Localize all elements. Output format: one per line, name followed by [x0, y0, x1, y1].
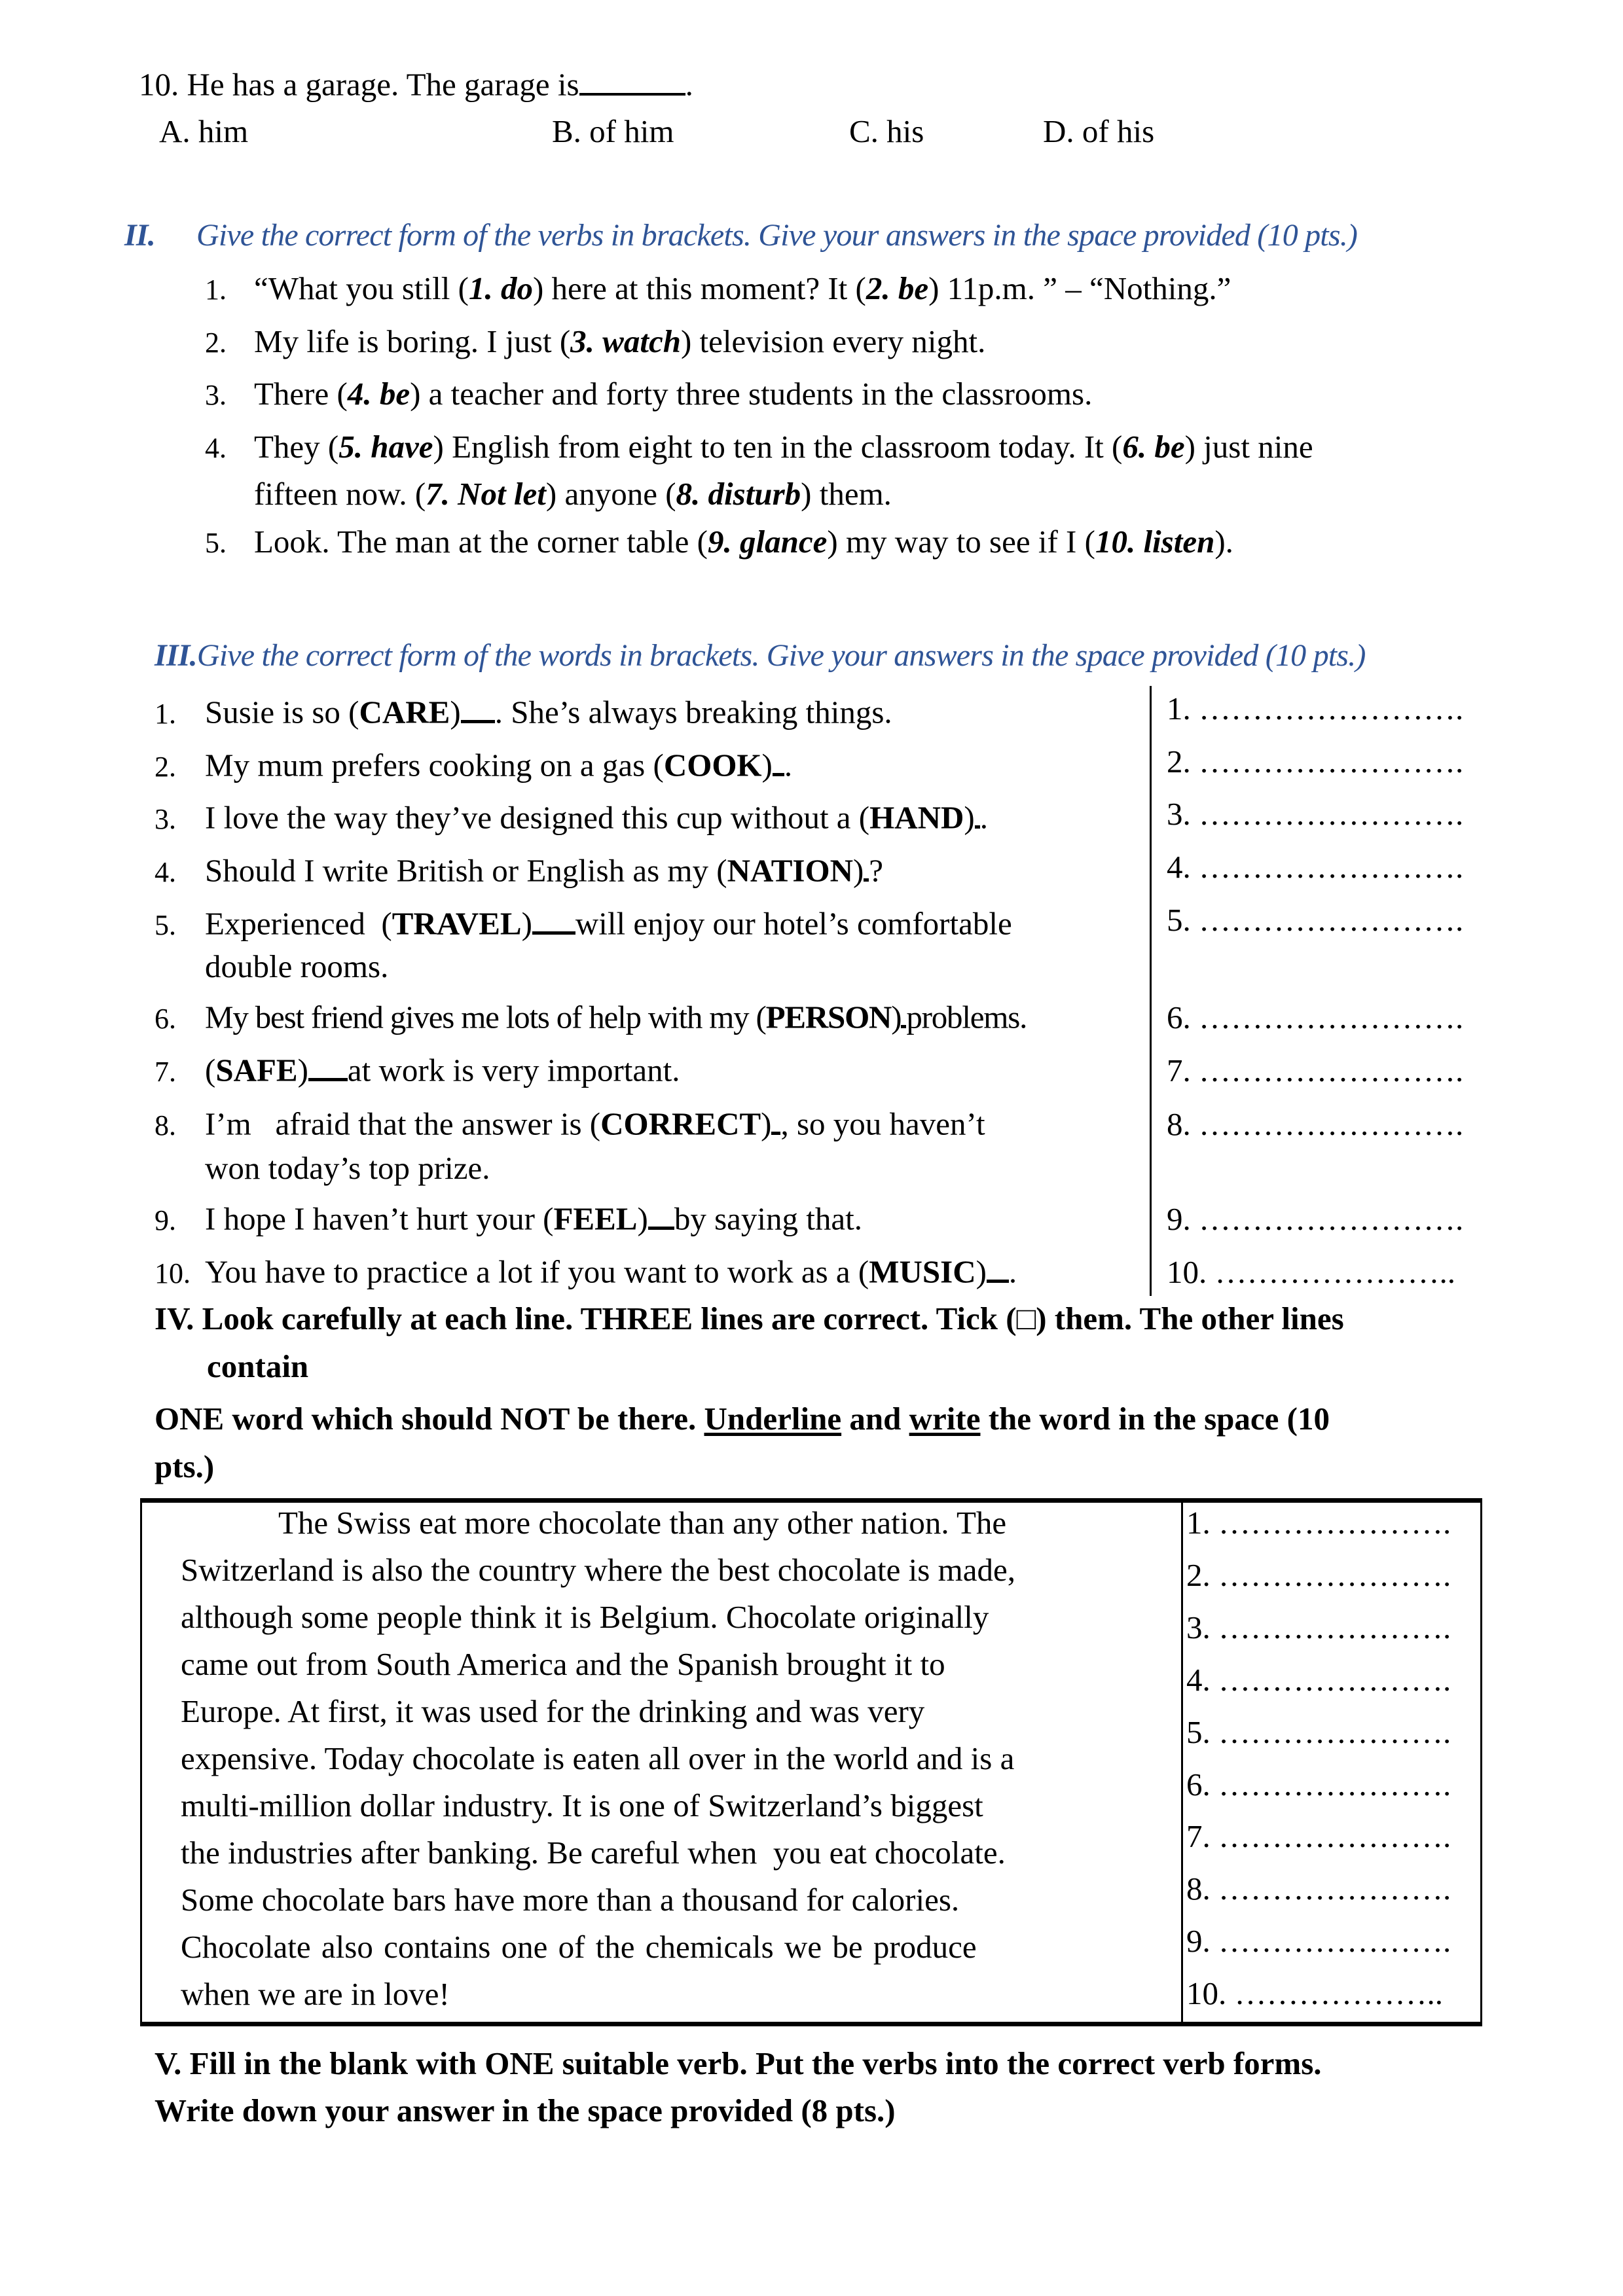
- passage-line-3[interactable]: although some people think it is Belgium. Chocolate originally: [181, 1599, 989, 1635]
- root-word: TRAVEL: [392, 905, 522, 942]
- section-instruction: Give the correct form of the words in brackets. Give your answers in the space provided (10 pts.): [196, 638, 1366, 673]
- answer-blank[interactable]: [308, 1050, 348, 1081]
- root-word: SAFE: [215, 1052, 298, 1088]
- section-iv-heading-line3: ONE word which should NOT be there. Underline and write the word in the space (10: [155, 1401, 1330, 1437]
- section-v-heading-line1: V. Fill in the blank with ONE suitable verb. Put the verbs into the correct verb forms.: [155, 2045, 1322, 2081]
- word-form-item-5: 5. Experienced (TRAVEL) will enjoy our hotel’s comfortable: [155, 904, 1012, 940]
- passage-line-2[interactable]: Switzerland is also the country where the best chocolate is made,: [181, 1552, 1015, 1588]
- answer-blank[interactable]: [771, 1104, 780, 1135]
- word-form-item-4: 4. Should I write British or English as my (NATION) ?: [155, 851, 883, 887]
- section-iv-heading-line4: pts.): [155, 1448, 215, 1484]
- verb-prompt: 10. listen: [1095, 524, 1215, 560]
- verb-prompt: 1. do: [468, 270, 533, 306]
- question-10: 10. He has a garage. The garage is .: [139, 66, 693, 103]
- verb-prompt: 9. glance: [708, 524, 828, 560]
- write-keyword: write: [909, 1401, 981, 1437]
- word-form-item-2: 2. My mum prefers cooking on a gas (COOK) .: [155, 745, 792, 781]
- box-answer-8[interactable]: 8. ………………….: [1186, 1871, 1451, 1907]
- question-number: 10.: [139, 66, 179, 103]
- answer-line-8[interactable]: 8. …………………….: [1167, 1106, 1464, 1142]
- root-word: COOK: [663, 747, 762, 783]
- passage-line-8[interactable]: the industries after banking. Be careful when you eat chocolate.: [181, 1835, 1006, 1871]
- word-form-item-10: 10. You have to practice a lot if you want to work as a (MUSIC) .: [155, 1252, 1017, 1288]
- answer-line-9[interactable]: 9. …………………….: [1167, 1201, 1464, 1237]
- passage-line-11[interactable]: when we are in love!: [181, 1976, 450, 2012]
- passage-line-4[interactable]: came out from South America and the Spanish brought it to: [181, 1646, 945, 1682]
- section-instruction: Give the correct form of the verbs in brackets. Give your answers in the space provided (10 pts.): [196, 218, 1358, 253]
- section-iv-heading-line2: contain: [207, 1348, 309, 1384]
- option-a[interactable]: A. him: [159, 113, 249, 149]
- section-iv-heading-line1: IV. Look carefully at each line. THREE lines are correct. Tick (□) them. The other lines: [155, 1300, 1344, 1336]
- root-word: HAND: [869, 799, 964, 836]
- box-column-divider: [1181, 1503, 1183, 2022]
- section-ii-heading: [124, 220, 1357, 251]
- word-form-item-3: 3. I love the way they’ve designed this cup without a (HAND) .: [155, 798, 988, 834]
- verb-item-1: 1. “What you still (1. do) here at this moment? It (2. be) 11p.m. ” – “Nothing.”: [205, 270, 1231, 306]
- box-answer-10[interactable]: 10. ………………..: [1186, 1975, 1443, 2011]
- section-numeral: II.: [124, 218, 155, 253]
- answer-line-3[interactable]: 3. …………………….: [1167, 796, 1464, 832]
- root-word: CARE: [359, 694, 450, 730]
- answer-blank[interactable]: [648, 1199, 674, 1230]
- verb-item-4-continuation: fifteen now. (7. Not let) anyone (8. disturb) them.: [254, 476, 892, 512]
- verb-item-5: 5. Look. The man at the corner table (9. glance) my way to see if I (10. listen).: [205, 524, 1233, 560]
- root-word: NATION: [727, 852, 853, 889]
- box-answer-2[interactable]: 2. ………………….: [1186, 1557, 1451, 1593]
- box-answer-7[interactable]: 7. ………………….: [1186, 1818, 1451, 1854]
- word-form-item-8: 8. I’m afraid that the answer is (CORRECT) , so you haven’t: [155, 1104, 985, 1140]
- word-form-item-7: 7. (SAFE) at work is very important.: [155, 1050, 680, 1086]
- box-answer-5[interactable]: 5. ………………….: [1186, 1714, 1451, 1750]
- word-form-item-8-continuation: won today’s top prize.: [205, 1150, 490, 1186]
- answer-line-5[interactable]: 5. …………………….: [1167, 902, 1464, 938]
- passage-line-10[interactable]: Chocolate also contains one of the chemicals we be produce: [181, 1929, 977, 1965]
- section-numeral: III.: [155, 638, 197, 673]
- underline-keyword: Underline: [704, 1401, 842, 1437]
- verb-prompt: 8. disturb: [676, 476, 801, 512]
- box-answer-3[interactable]: 3. ………………….: [1186, 1609, 1451, 1645]
- option-c[interactable]: C. his: [849, 113, 924, 149]
- verb-item-2: 2. My life is boring. I just (3. watch) television every night.: [205, 323, 986, 359]
- answer-line-6[interactable]: 6. …………………….: [1167, 999, 1464, 1035]
- option-d[interactable]: D. of his: [1043, 113, 1155, 149]
- root-word: FEEL: [553, 1200, 638, 1237]
- box-answer-4[interactable]: 4. ………………….: [1186, 1662, 1451, 1698]
- answer-column-divider: [1150, 686, 1152, 1296]
- answer-blank[interactable]: [975, 798, 980, 829]
- word-form-item-9: 9. I hope I haven’t hurt your (FEEL) by saying that.: [155, 1199, 862, 1235]
- question-text: He has a garage. The garage is: [187, 66, 579, 103]
- verb-prompt: 5. have: [338, 429, 433, 465]
- answer-blank[interactable]: [987, 1252, 1009, 1283]
- option-b[interactable]: B. of him: [552, 113, 674, 149]
- section-iii-heading: [155, 640, 1366, 672]
- answer-line-10[interactable]: 10. …………………..: [1167, 1254, 1455, 1290]
- answer-line-1[interactable]: 1. …………………….: [1167, 691, 1464, 726]
- answer-blank[interactable]: [579, 65, 685, 96]
- answer-blank[interactable]: [773, 745, 784, 776]
- word-form-item-6: 6. My best friend gives me lots of help with my (PERSON) problems.: [155, 997, 1027, 1033]
- passage-line-5[interactable]: Europe. At first, it was used for the drinking and was very: [181, 1693, 925, 1729]
- passage-line-6[interactable]: expensive. Today chocolate is eaten all over in the world and is a: [181, 1740, 1015, 1776]
- verb-prompt: 4. be: [347, 376, 410, 412]
- answer-line-7[interactable]: 7. …………………….: [1167, 1052, 1464, 1088]
- passage-line-1[interactable]: The Swiss eat more chocolate than any other nation. The: [278, 1505, 1007, 1541]
- verb-item-3: 3. There (4. be) a teacher and forty three students in the classrooms.: [205, 376, 1093, 412]
- box-answer-6[interactable]: 6. ………………….: [1186, 1767, 1451, 1803]
- passage-line-9[interactable]: Some chocolate bars have more than a thousand for calories.: [181, 1882, 960, 1918]
- answer-blank[interactable]: [532, 904, 575, 935]
- verb-prompt: 2. be: [866, 270, 929, 306]
- verb-prompt: 7. Not let: [426, 476, 546, 512]
- root-word: PERSON: [765, 999, 892, 1035]
- root-word: MUSIC: [869, 1253, 976, 1290]
- verb-prompt: 3. watch: [570, 323, 681, 359]
- root-word: CORRECT: [600, 1105, 761, 1142]
- section-v-heading-line2: Write down your answer in the space provided (8 pts.): [155, 2092, 896, 2128]
- verb-prompt: 6. be: [1122, 429, 1185, 465]
- box-answer-1[interactable]: 1. ………………….: [1186, 1505, 1451, 1541]
- box-answer-9[interactable]: 9. ………………….: [1186, 1923, 1451, 1959]
- passage-line-7[interactable]: multi-million dollar industry. It is one of Switzerland’s biggest: [181, 1787, 983, 1823]
- word-form-item-1: 1. Susie is so (CARE) . She’s always breaking things.: [155, 692, 892, 728]
- verb-item-4: 4. They (5. have) English from eight to ten in the classroom today. It (6. be) just nine: [205, 429, 1313, 465]
- answer-line-2[interactable]: 2. …………………….: [1167, 744, 1464, 780]
- word-form-item-5-continuation: double rooms.: [205, 948, 389, 984]
- answer-line-4[interactable]: 4. …………………….: [1167, 849, 1464, 885]
- answer-blank[interactable]: [461, 692, 495, 723]
